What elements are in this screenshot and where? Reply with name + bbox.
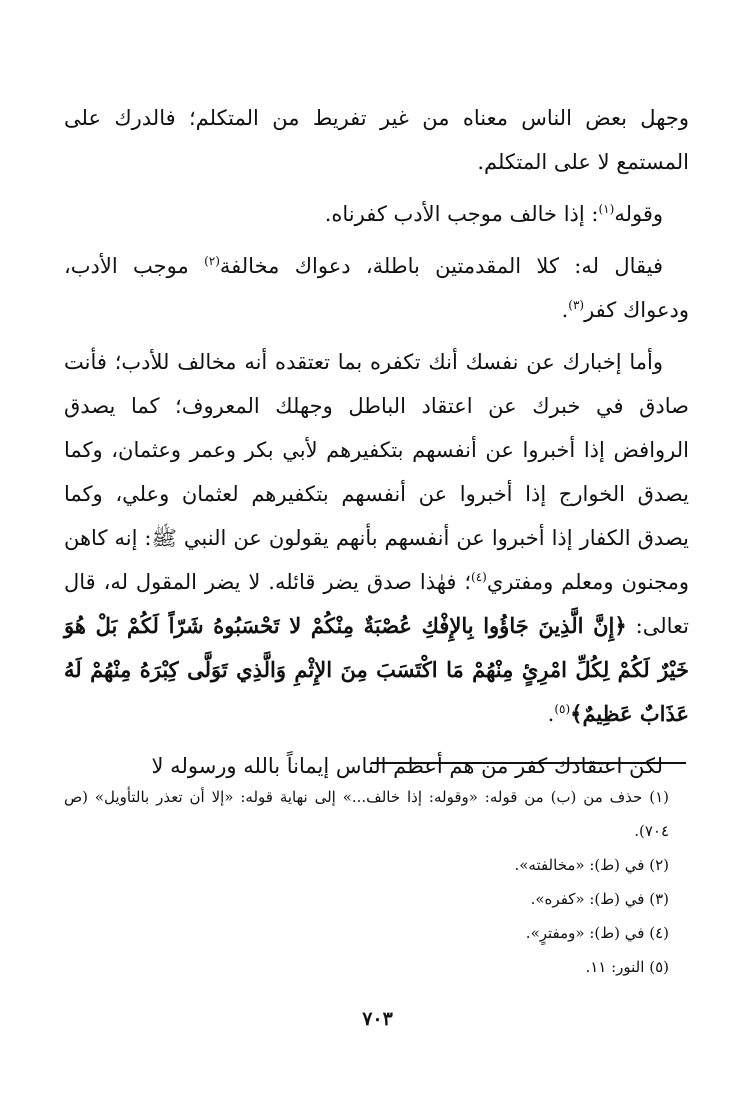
footnote-marker: (١) <box>649 788 669 806</box>
footnote-marker: (٣) <box>649 890 669 908</box>
paragraph-3 <box>64 244 689 332</box>
paragraph-1 <box>64 96 689 184</box>
footnote-marker: (٤) <box>649 924 669 942</box>
footnote-2 <box>64 848 689 882</box>
paragraph-4-text-a: وأما إخبارك عن نفسك أنك تكفره بما تعتقده أنه مخالف للأدب؛ فأنت صادق في خبرك عن اعتقاد الباطل وجهلك المعروف؛ كما يصدق الروافض إذا أخبروا عن أنفسهم بتكفيرهم لأبي بكر وعمر وعثمان، وكما يصدق الخوارج إذا أخبروا عن أنفسهم بتكفيرهم لعثمان وعلي، وكما يصدق الكفار إذا أخبروا عن أنفسهم بأنهم يقولون عن النبي ﷺ: إنه كاهن ومجنون ومعلم ومفتري <box>64 350 690 594</box>
paragraph-4 <box>64 340 689 736</box>
paragraph-2-text-b: : إذا خالف موجب الأدب كفرناه. <box>324 202 599 226</box>
paragraph-3-text-a: فيقال له: كلا المقدمتين باطلة، دعواك مخالفة <box>219 254 663 278</box>
paragraph-5-text: لكن اعتقادك كفر من هم أعظم الناس إيماناً بالله ورسوله لا <box>151 754 663 778</box>
footnote-3 <box>64 882 689 916</box>
footnote-divider <box>371 762 686 764</box>
paragraph-3-text-c: . <box>561 298 569 322</box>
quran-verse: ﴿إِنَّ الَّذِينَ جَاؤُوا بِالإِفْكِ عُصْبَةٌ مِنْكُمْ لا تَحْسَبُوهُ شَرّاً لَكُمْ بَلْ هُوَ خَيْرٌ لَكُمْ لِكُلِّ امْرِئٍ مِنْهُمْ مَا اكْتَسَبَ مِنَ الإِثْمِ وَالَّذِي تَوَلَّى كِبْرَهُ مِنْهُمْ لَهُ عَذَابٌ عَظِيمٌ﴾ <box>64 613 689 726</box>
footnote-ref-5[interactable]: (٥) <box>554 702 571 716</box>
footnote-text: حذف من (ب) من قوله: «وقوله: إذا خالف...» إلى نهاية قوله: «إلا أن تعذر بالتأويل» (ص ٧٠٤). <box>64 788 669 840</box>
footnote-text: في (ط): «مخالفته». <box>514 856 645 874</box>
footnote-marker: (٥) <box>649 958 669 976</box>
footnote-text: في (ط): «ومفترٍ». <box>525 924 645 942</box>
paragraph-2 <box>64 192 689 236</box>
paragraph-1-text: وجهل بعض الناس معناه من غير تفريط من المتكلم؛ فالدرك على المستمع لا على المتكلم. <box>64 106 689 174</box>
paragraph-2-text-a: وقوله <box>614 202 663 226</box>
footnote-ref-3[interactable]: (٣) <box>568 298 585 312</box>
footnote-ref-2[interactable]: (٢) <box>204 254 220 268</box>
footnote-text: النور: ١١. <box>585 958 645 976</box>
footnote-4 <box>64 916 689 950</box>
paragraph-3-text-b: موجب الأدب، ودعواك كفر <box>64 254 689 322</box>
footnote-ref-4[interactable]: (٤) <box>471 570 487 584</box>
footnote-text: في (ط): «كفره». <box>530 890 645 908</box>
paragraph-4-text-c: . <box>547 702 555 726</box>
paragraph-4-text-b: ؛ فهٰذا صدق يضر قائله. لا يضر المقول له، قال تعالى: <box>64 570 689 638</box>
footnote-5 <box>64 950 689 984</box>
footnote-ref-1[interactable]: (١) <box>598 202 615 216</box>
footnote-marker: (٢) <box>649 856 669 874</box>
footnotes <box>64 780 689 984</box>
page-number: ٧٠٣ <box>362 1008 393 1030</box>
footnote-1 <box>64 780 689 848</box>
main-text <box>64 96 689 796</box>
